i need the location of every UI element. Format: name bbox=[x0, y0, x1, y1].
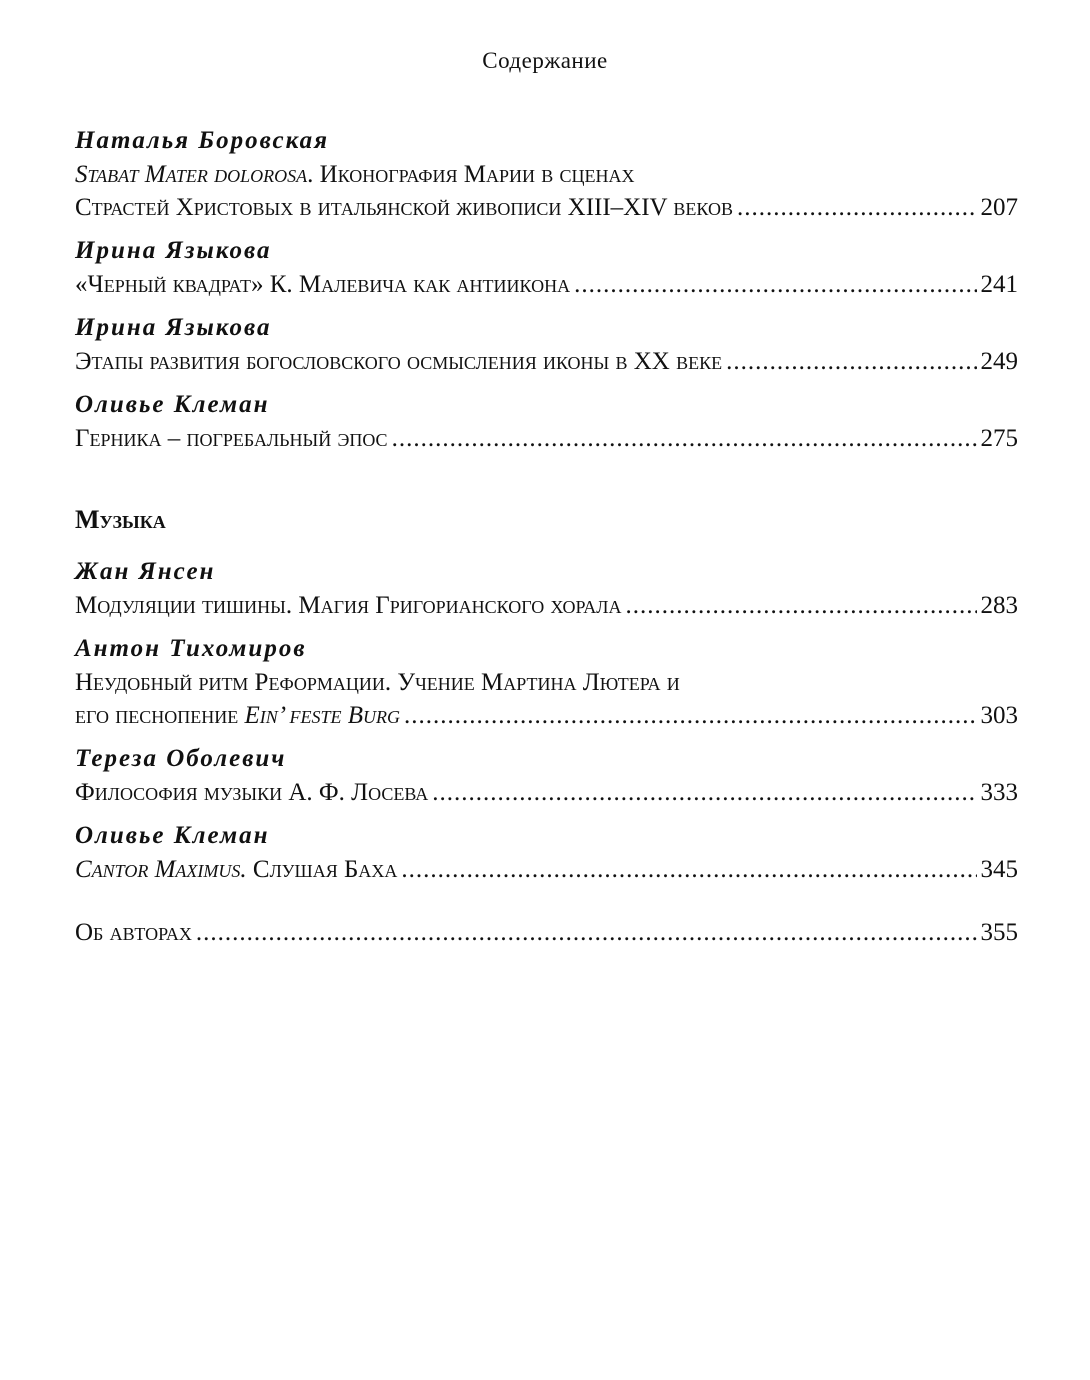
entry-title-italic: Stabat Mater dolorosa bbox=[75, 161, 308, 188]
entry-title-line-last bbox=[75, 699, 1018, 732]
entry-title-line-last bbox=[75, 268, 1018, 301]
table-of-contents bbox=[75, 124, 1018, 959]
section-heading-music: Музыка bbox=[75, 505, 166, 534]
entry-page-number: 333 bbox=[980, 779, 1018, 806]
dot-leader bbox=[737, 191, 977, 224]
entry-title-wrap bbox=[75, 699, 400, 732]
entry-title-line-last bbox=[75, 776, 1018, 809]
entry-title-text: . Иконография Марии в сценах bbox=[307, 161, 635, 188]
dot-leader bbox=[404, 699, 976, 732]
toc-entry bbox=[75, 555, 1018, 622]
toc-entry-about-authors bbox=[75, 916, 1018, 949]
toc-entry bbox=[75, 124, 1018, 224]
entry-author: Ирина Языкова bbox=[75, 237, 272, 264]
entry-author: Оливье Клеман bbox=[75, 391, 270, 418]
entry-author: Оливье Клеман bbox=[75, 822, 270, 849]
dot-leader bbox=[432, 776, 976, 809]
entry-author: Антон Тихомиров bbox=[75, 635, 307, 662]
entry-title-line-last bbox=[75, 345, 1018, 378]
toc-entry bbox=[75, 388, 1018, 455]
entry-page-number: 355 bbox=[980, 919, 1018, 946]
entry-title-text: Об авторах bbox=[75, 919, 192, 946]
entry-title-italic: Ein’ feste Burg bbox=[244, 702, 401, 729]
entry-title-text: Слушая Баха bbox=[246, 856, 398, 883]
toc-entry bbox=[75, 742, 1018, 809]
entry-page-number: 249 bbox=[980, 348, 1018, 375]
dot-leader bbox=[196, 916, 977, 949]
entry-title-line-last bbox=[75, 422, 1018, 455]
entry-title-text: Этапы развития богословского осмысления иконы в XX веке bbox=[75, 348, 723, 375]
entry-title-line-last bbox=[75, 589, 1018, 622]
entry-title-line bbox=[75, 158, 1018, 191]
entry-title-line: Неудобный ритм Реформации. Учение Мартина Лютера и bbox=[75, 669, 680, 696]
dot-leader bbox=[392, 422, 977, 455]
toc-entry bbox=[75, 632, 1018, 732]
entry-title-italic: Cantor Maximus. bbox=[75, 856, 247, 883]
entry-page-number: 303 bbox=[980, 702, 1018, 729]
entry-author: Ирина Языкова bbox=[75, 314, 272, 341]
toc-entry bbox=[75, 234, 1018, 301]
dot-leader bbox=[625, 589, 976, 622]
entry-title-text: Герника – погребальный эпос bbox=[75, 425, 388, 452]
running-head: Содержание bbox=[482, 48, 608, 73]
entry-page-number: 275 bbox=[980, 425, 1018, 452]
toc-entry bbox=[75, 311, 1018, 378]
entry-page-number: 283 bbox=[980, 592, 1018, 619]
entry-title-text: Страстей Христовых в итальянской живописи XIII–XIV веков bbox=[75, 194, 733, 221]
entry-author: Тереза Оболевич bbox=[75, 745, 287, 772]
entry-title-text: «Черный квадрат» К. Малевича как антиикона bbox=[75, 271, 571, 298]
dot-leader bbox=[401, 853, 976, 886]
entry-author: Наталья Боровская bbox=[75, 127, 330, 154]
entry-page-number: 241 bbox=[980, 271, 1018, 298]
entry-title-wrap bbox=[75, 853, 397, 886]
entry-page-number: 345 bbox=[980, 856, 1018, 883]
entry-title-line-last bbox=[75, 853, 1018, 886]
entry-title-text: Модуляции тишины. Магия Григорианского хорала bbox=[75, 592, 622, 619]
toc-entry bbox=[75, 819, 1018, 886]
dot-leader bbox=[726, 345, 976, 378]
entry-title-line-last bbox=[75, 191, 1018, 224]
dot-leader bbox=[574, 268, 976, 301]
entry-page-number: 207 bbox=[980, 194, 1018, 221]
entry-title-text: его песнопение bbox=[75, 702, 245, 729]
entry-title-text: Философия музыки А. Ф. Лосева bbox=[75, 779, 429, 806]
entry-title-line-last bbox=[75, 916, 1018, 949]
entry-author: Жан Янсен bbox=[75, 558, 216, 585]
